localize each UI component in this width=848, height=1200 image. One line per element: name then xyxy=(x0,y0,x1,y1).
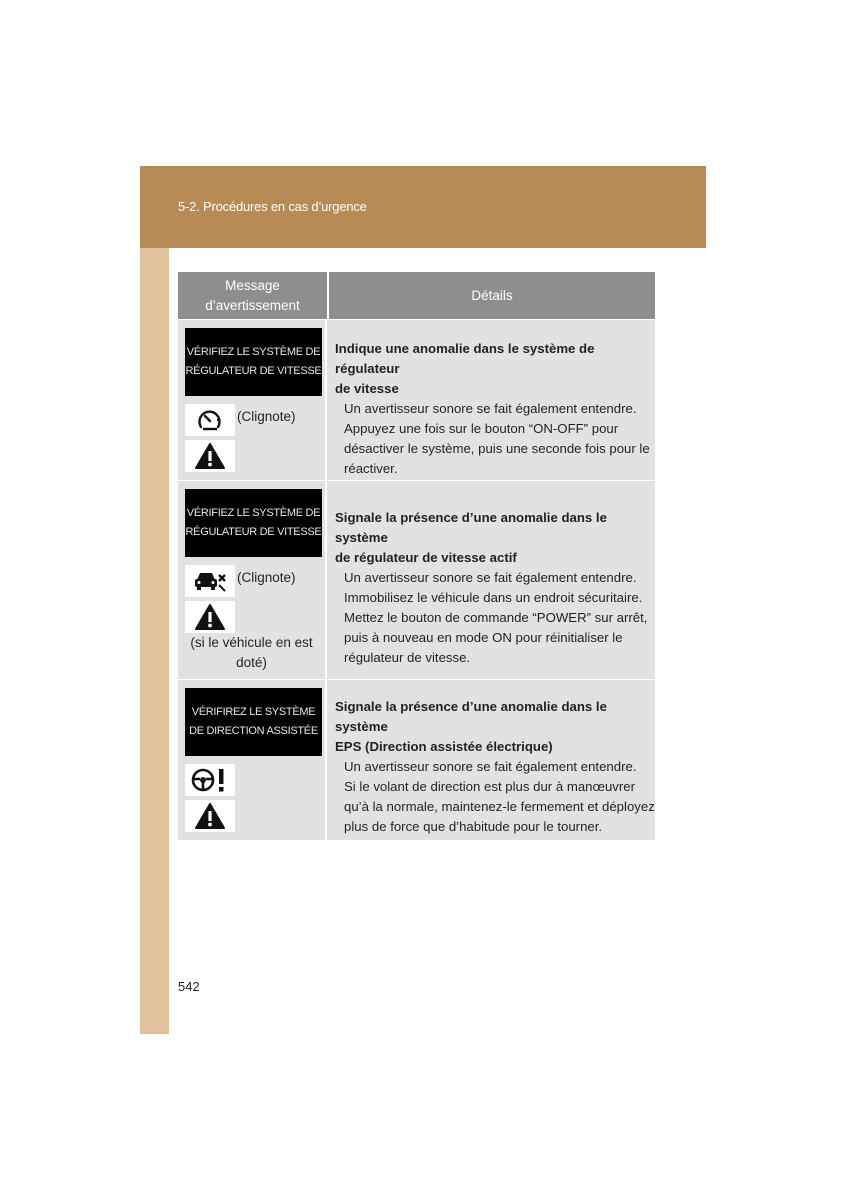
detail-line: Immobilisez le véhicule dans un endroit sécuritaire. xyxy=(344,590,643,605)
details-cell xyxy=(327,481,655,679)
warning-message-table xyxy=(178,272,655,840)
section-title: 5-2. Procédures en cas d’urgence xyxy=(178,199,367,214)
detail-line: Un avertisseur sonore se fait également entendre. xyxy=(344,401,637,416)
message-cell xyxy=(178,320,327,480)
radar-cruise-vehicle-icon xyxy=(185,565,235,597)
cruise-control-speedometer-icon xyxy=(185,404,235,436)
details-cell xyxy=(327,320,655,480)
table-header xyxy=(178,272,655,319)
detail-title: Signale la présence d’une anomalie dans le système EPS (Direction assistée électrique) xyxy=(335,699,607,754)
master-warning-triangle-icon xyxy=(185,440,235,472)
detail-line: Un avertisseur sonore se fait également entendre. xyxy=(344,570,637,585)
message-cell xyxy=(178,481,327,679)
column-header-details: Détails xyxy=(471,288,513,303)
eps-steering-warning-icon xyxy=(185,764,235,796)
detail-line: désactiver le système, puis une seconde fois pour le xyxy=(344,441,650,456)
detail-line: régulateur de vitesse. xyxy=(344,650,471,665)
detail-line: plus de force que d’habitude pour le tourner. xyxy=(344,819,603,834)
details-cell xyxy=(327,680,655,840)
page-number: 542 xyxy=(178,979,200,994)
multi-info-display-message: VÉRIFIEZ LE SYSTÈME DE RÉGULATEUR DE VITESSE xyxy=(185,328,322,396)
blink-note: (Clignote) xyxy=(237,409,296,424)
detail-line: Appuyez une fois sur le bouton “ON-OFF” pour xyxy=(344,421,619,436)
detail-line: réactiver. xyxy=(344,461,398,476)
detail-line: Si le volant de direction est plus dur à manœuvrer xyxy=(344,779,635,794)
detail-line: Un avertisseur sonore se fait également entendre. xyxy=(344,759,637,774)
multi-info-display-message: VÉRIFIREZ LE SYSTÈME DE DIRECTION ASSISTÉE xyxy=(185,688,322,756)
message-cell xyxy=(178,680,327,840)
column-header-message: Message d’avertissement xyxy=(178,272,329,319)
table-row xyxy=(178,480,655,679)
blink-note: (Clignote) xyxy=(237,570,296,585)
side-margin-band xyxy=(140,248,169,1034)
detail-line: Mettez le bouton de commande “POWER” sur arrêt, xyxy=(344,610,648,625)
detail-line: puis à nouveau en mode ON pour réinitialiser le xyxy=(344,630,623,645)
equipment-note: (si le véhicule en est doté) xyxy=(190,635,313,670)
master-warning-triangle-icon xyxy=(185,601,235,633)
master-warning-triangle-icon xyxy=(185,800,235,832)
table-row xyxy=(178,319,655,480)
detail-line: qu’à la normale, maintenez-le fermement et déployez xyxy=(344,799,655,814)
table-row xyxy=(178,679,655,840)
detail-title: Signale la présence d’une anomalie dans le système de régulateur de vitesse actif xyxy=(335,510,607,565)
multi-info-display-message: VÉRIFIEZ LE SYSTÈME DE RÉGULATEUR DE VITESSE xyxy=(185,489,322,557)
detail-title: Indique une anomalie dans le système de régulateur de vitesse xyxy=(335,341,595,396)
